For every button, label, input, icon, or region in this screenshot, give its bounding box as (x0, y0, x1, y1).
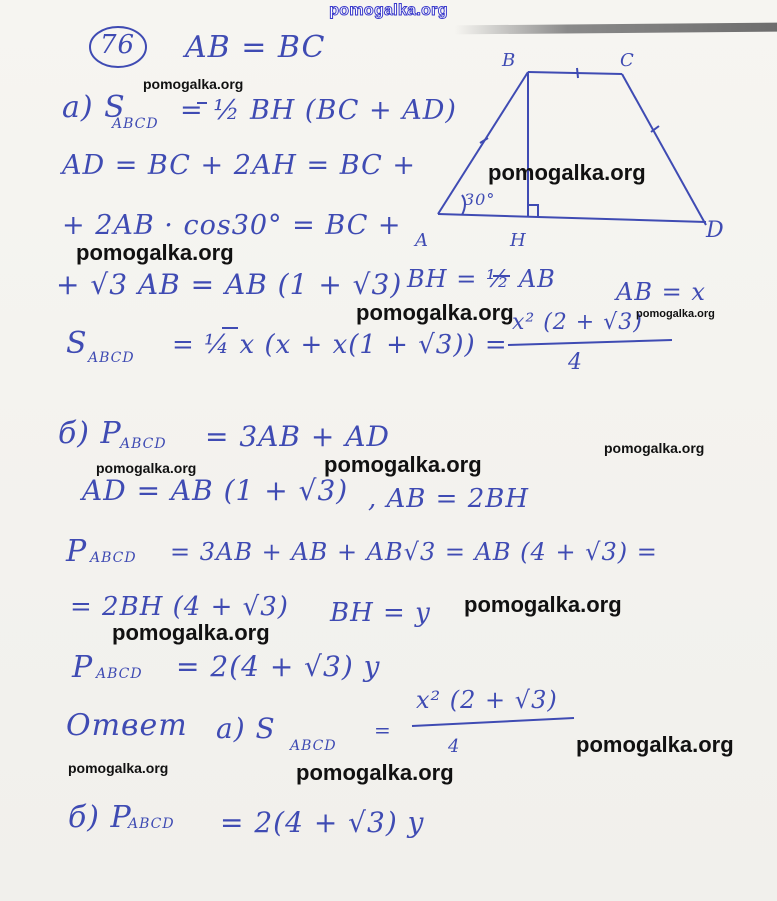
watermark: pomogalka.org (488, 160, 646, 185)
part-a-line3: + 2AB · cos30° = BC + (62, 210, 402, 241)
part-b-line5-rhs: = 2(4 + √3) y (176, 650, 381, 683)
watermark: pomogalka.org (636, 308, 715, 320)
answer-fraction-bar (412, 718, 574, 726)
watermark: pomogalka.org (112, 620, 270, 645)
part-b-sub: ABCD (120, 436, 167, 452)
right-angle-mark (528, 205, 538, 217)
part-b-line3-rhs: = 3AB + AB + AB√3 = AB (4 + √3) = (170, 538, 658, 566)
answer-a-denominator: 4 (448, 736, 461, 757)
problem-number: 76 (100, 30, 136, 60)
watermark: pomogalka.org (324, 452, 482, 477)
answer-a-eq: = (374, 718, 392, 742)
side-cd (622, 74, 706, 225)
vertex-a-label: A (415, 230, 429, 251)
answer-a-label: a) S (216, 712, 276, 745)
tick-bc (577, 68, 578, 78)
part-a-sub: ABCD (112, 116, 159, 132)
part-b-line5-sub: ABCD (96, 666, 143, 682)
watermark: pomogalka.org (68, 760, 169, 776)
area-sub: ABCD (88, 350, 135, 366)
part-a-ab: AB = x (616, 278, 706, 306)
part-a-bh: BH = ½ AB (407, 265, 556, 293)
area-rhs: = ¼ x (x + x(1 + √3)) = (172, 330, 508, 360)
part-a-line4: + √3 AB = AB (1 + √3) (56, 268, 403, 301)
part-b-line5-lhs: P (72, 650, 94, 685)
part-b-line4: = 2BH (4 + √3) (70, 592, 289, 622)
watermark: pomogalka.org (576, 732, 734, 757)
part-a-formula: = ½ BH (BC + AD) (180, 95, 457, 126)
vertex-h-label: H (510, 230, 527, 251)
answer-b-sub: ABCD (128, 816, 175, 832)
part-b-line2: AD = AB (1 + √3) (82, 474, 349, 507)
watermark: pomogalka.org (96, 460, 197, 476)
watermark: pomogalka.org (604, 440, 705, 456)
area-denominator: 4 (568, 350, 583, 375)
watermark: pomogalka.org (143, 76, 244, 92)
watermark: pomogalka.org (464, 592, 622, 617)
answer-a-sub: ABCD (290, 738, 337, 754)
angle-label: 30° (464, 190, 496, 209)
watermark: pomogalka.org (296, 760, 454, 785)
part-b-line4b: BH = y (330, 598, 431, 628)
answer-b-rhs: = 2(4 + √3) y (220, 806, 425, 839)
side-bc (528, 72, 622, 74)
answer-a-numerator: x² (2 + √3) (416, 686, 558, 714)
problem-given: AB = BC (185, 30, 326, 65)
vertex-c-label: C (620, 50, 635, 71)
area-numerator: x² (2 + √3) (512, 310, 643, 335)
part-b-line3-lhs: P (66, 534, 88, 569)
vertex-b-label: B (502, 50, 517, 71)
part-a-label: a) S (62, 90, 126, 125)
part-a-line2: AD = BC + 2AH = BC + (62, 150, 416, 181)
answer-b-label: б) P (68, 800, 132, 835)
area-lhs: S (66, 326, 88, 361)
side-ad (438, 214, 706, 222)
answer-word: Ответ (66, 708, 188, 743)
part-b-line2b: , AB = 2BH (368, 484, 530, 514)
part-b-line3-sub: ABCD (90, 550, 137, 566)
watermark: pomogalka.org (356, 300, 514, 325)
site-header[interactable]: pomogalka.org (329, 2, 448, 19)
part-b-label: б) P (58, 416, 122, 451)
watermark: pomogalka.org (76, 240, 234, 265)
part-b-formula: = 3AB + AD (205, 420, 390, 453)
area-fraction-bar (508, 340, 672, 345)
vertex-d-label: D (706, 218, 725, 243)
